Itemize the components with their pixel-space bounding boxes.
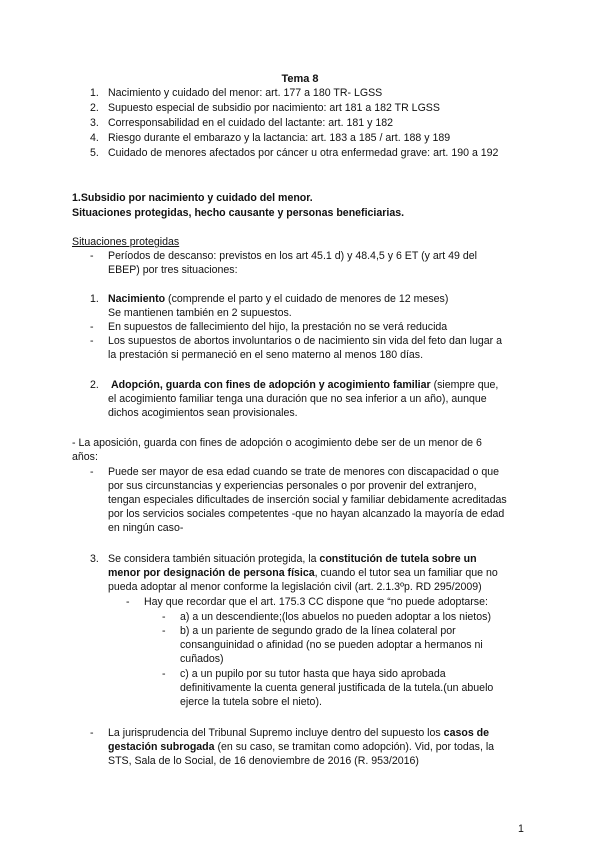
toc-number: 1. bbox=[90, 87, 99, 99]
paragraph-line bbox=[108, 741, 494, 754]
paragraph-line: definitivamente la cuenta general justificada de la tutela.(un abuelo bbox=[180, 682, 494, 694]
bold-term: Nacimiento bbox=[108, 293, 166, 305]
toc-item: Cuidado de menores afectados por cáncer u otra enfermedad grave: art. 190 a 192 bbox=[108, 147, 499, 159]
paragraph-line: por sus circunstancias y experiencias personales o por provenir del extranjero, bbox=[108, 480, 477, 492]
list-number: 1. bbox=[90, 293, 99, 305]
paragraph-line: STS, Sala de lo Social, de 16 denoviembre de 2016 (R. 953/2016) bbox=[108, 755, 419, 767]
bold-term: menor por designación de persona física bbox=[108, 567, 315, 579]
list-item-text: , cuando el tutor sea un familiar que no bbox=[314, 567, 498, 579]
paragraph-line: Se mantienen también en 2 supuestos. bbox=[108, 307, 292, 319]
list-number: 2. bbox=[90, 379, 99, 391]
paragraph-line: Hay que recordar que el art. 175.3 CC dispone que “no puede adoptarse: bbox=[144, 596, 488, 608]
paragraph-line: b) a un pariente de segundo grado de la línea colateral por bbox=[180, 625, 456, 637]
section-subheading: Situaciones protegidas, hecho causante y personas beneficiarias. bbox=[72, 207, 405, 219]
paragraph-line: EBEP) por tres situaciones: bbox=[108, 264, 238, 276]
bold-term: Adopción, guarda con fines de adopción y acogimiento familiar bbox=[111, 379, 431, 391]
bullet-dash: - bbox=[162, 611, 166, 623]
paragraph-line: cuñados) bbox=[180, 653, 224, 665]
bullet-dash: - bbox=[90, 727, 94, 739]
paragraph-line: pueda adoptar al menor conforme la legislación civil (art. 2.1.3ºp. RD 295/2009) bbox=[108, 581, 482, 593]
list-item bbox=[111, 379, 498, 392]
paragraph-line bbox=[108, 567, 498, 580]
subheading-situaciones: Situaciones protegidas bbox=[72, 236, 180, 248]
paragraph-line: Períodos de descanso: previstos en los art 45.1 d) y 48.4,5 y 6 ET (y art 49 del bbox=[108, 250, 478, 262]
paragraph-line: años: bbox=[72, 451, 98, 463]
list-number: 3. bbox=[90, 553, 99, 565]
bullet-dash: - bbox=[90, 466, 94, 478]
list-item-text: (comprende el parto y el cuidado de menores de 12 meses) bbox=[165, 293, 449, 305]
list-item-text: (siempre que, bbox=[430, 379, 499, 391]
toc-number: 4. bbox=[90, 132, 99, 144]
paragraph-line: tengan especiales dificultades de inserción social y familiar debidamente acreditadas bbox=[108, 494, 507, 506]
bullet-dash: - bbox=[126, 596, 130, 608]
bold-term: constitución de tutela sobre un bbox=[319, 553, 477, 565]
bullet-dash: - bbox=[90, 250, 94, 262]
paragraph-line: Puede ser mayor de esa edad cuando se trate de menores con discapacidad o que bbox=[108, 466, 500, 478]
toc-number: 5. bbox=[90, 147, 99, 159]
paragraph-line: ejerce la tutela sobre el nieto). bbox=[180, 696, 322, 708]
list-item-text: La jurisprudencia del Tribunal Supremo incluye dentro del supuesto los bbox=[108, 727, 444, 739]
paragraph-line: el acogimiento familiar tenga una duración que no sea inferior a un año), aunque bbox=[108, 393, 487, 405]
list-item-text: Se considera también situación protegida, la bbox=[108, 553, 320, 565]
paragraph-line: consanguinidad o afinidad (no se pueden adoptar a hermanos ni bbox=[180, 639, 483, 651]
bullet-dash: - bbox=[90, 335, 94, 347]
bullet-dash: - bbox=[90, 321, 94, 333]
list-item-text: (en su caso, se tramitan como adopción). Vid, por todas, la bbox=[214, 741, 495, 753]
paragraph-line: la prestación si permaneció en el seno materno al menos 180 días. bbox=[108, 349, 424, 361]
paragraph-line: Los supuestos de abortos involuntarios o de nacimiento sin vida del feto dan lugar a bbox=[108, 335, 502, 347]
bullet-dash: - bbox=[162, 668, 166, 680]
toc-item: Supuesto especial de subsidio por nacimiento: art 181 a 182 TR LGSS bbox=[108, 102, 440, 114]
paragraph-line: a) a un descendiente;(los abuelos no pueden adoptar a los nietos) bbox=[180, 611, 491, 623]
paragraph-line: por los servicios sociales competentes -que no hayan alcanzado la mayoría de edad bbox=[108, 508, 505, 520]
section-heading: 1.Subsidio por nacimiento y cuidado del menor. bbox=[72, 192, 313, 204]
paragraph-line: En supuestos de fallecimiento del hijo, la prestación no se verá reducida bbox=[108, 321, 448, 333]
paragraph-line: en ningún caso- bbox=[108, 522, 184, 534]
bullet-dash: - bbox=[162, 625, 166, 637]
bold-term: gestación subrogada bbox=[108, 741, 215, 753]
toc-item: Riesgo durante el embarazo y la lactancia: art. 183 a 185 / art. 188 y 189 bbox=[108, 132, 451, 144]
bold-term: casos de bbox=[443, 727, 490, 739]
paragraph-line: dichos acogimientos sean provisionales. bbox=[108, 407, 298, 419]
list-item bbox=[108, 293, 448, 306]
paragraph-line bbox=[108, 727, 489, 740]
page-title: Tema 8 bbox=[281, 73, 319, 85]
page-number: 1 bbox=[518, 823, 524, 835]
list-item bbox=[108, 553, 477, 566]
toc-item: Corresponsabilidad en el cuidado del lactante: art. 181 y 182 bbox=[108, 117, 394, 129]
paragraph-line: - La aposición, guarda con fines de adopción o acogimiento debe ser de un menor de 6 bbox=[72, 437, 482, 449]
paragraph-line: c) a un pupilo por su tutor hasta que haya sido aprobada bbox=[180, 668, 446, 680]
toc-number: 3. bbox=[90, 117, 99, 129]
toc-number: 2. bbox=[90, 102, 99, 114]
toc-item: Nacimiento y cuidado del menor: art. 177 a 180 TR- LGSS bbox=[108, 87, 383, 99]
